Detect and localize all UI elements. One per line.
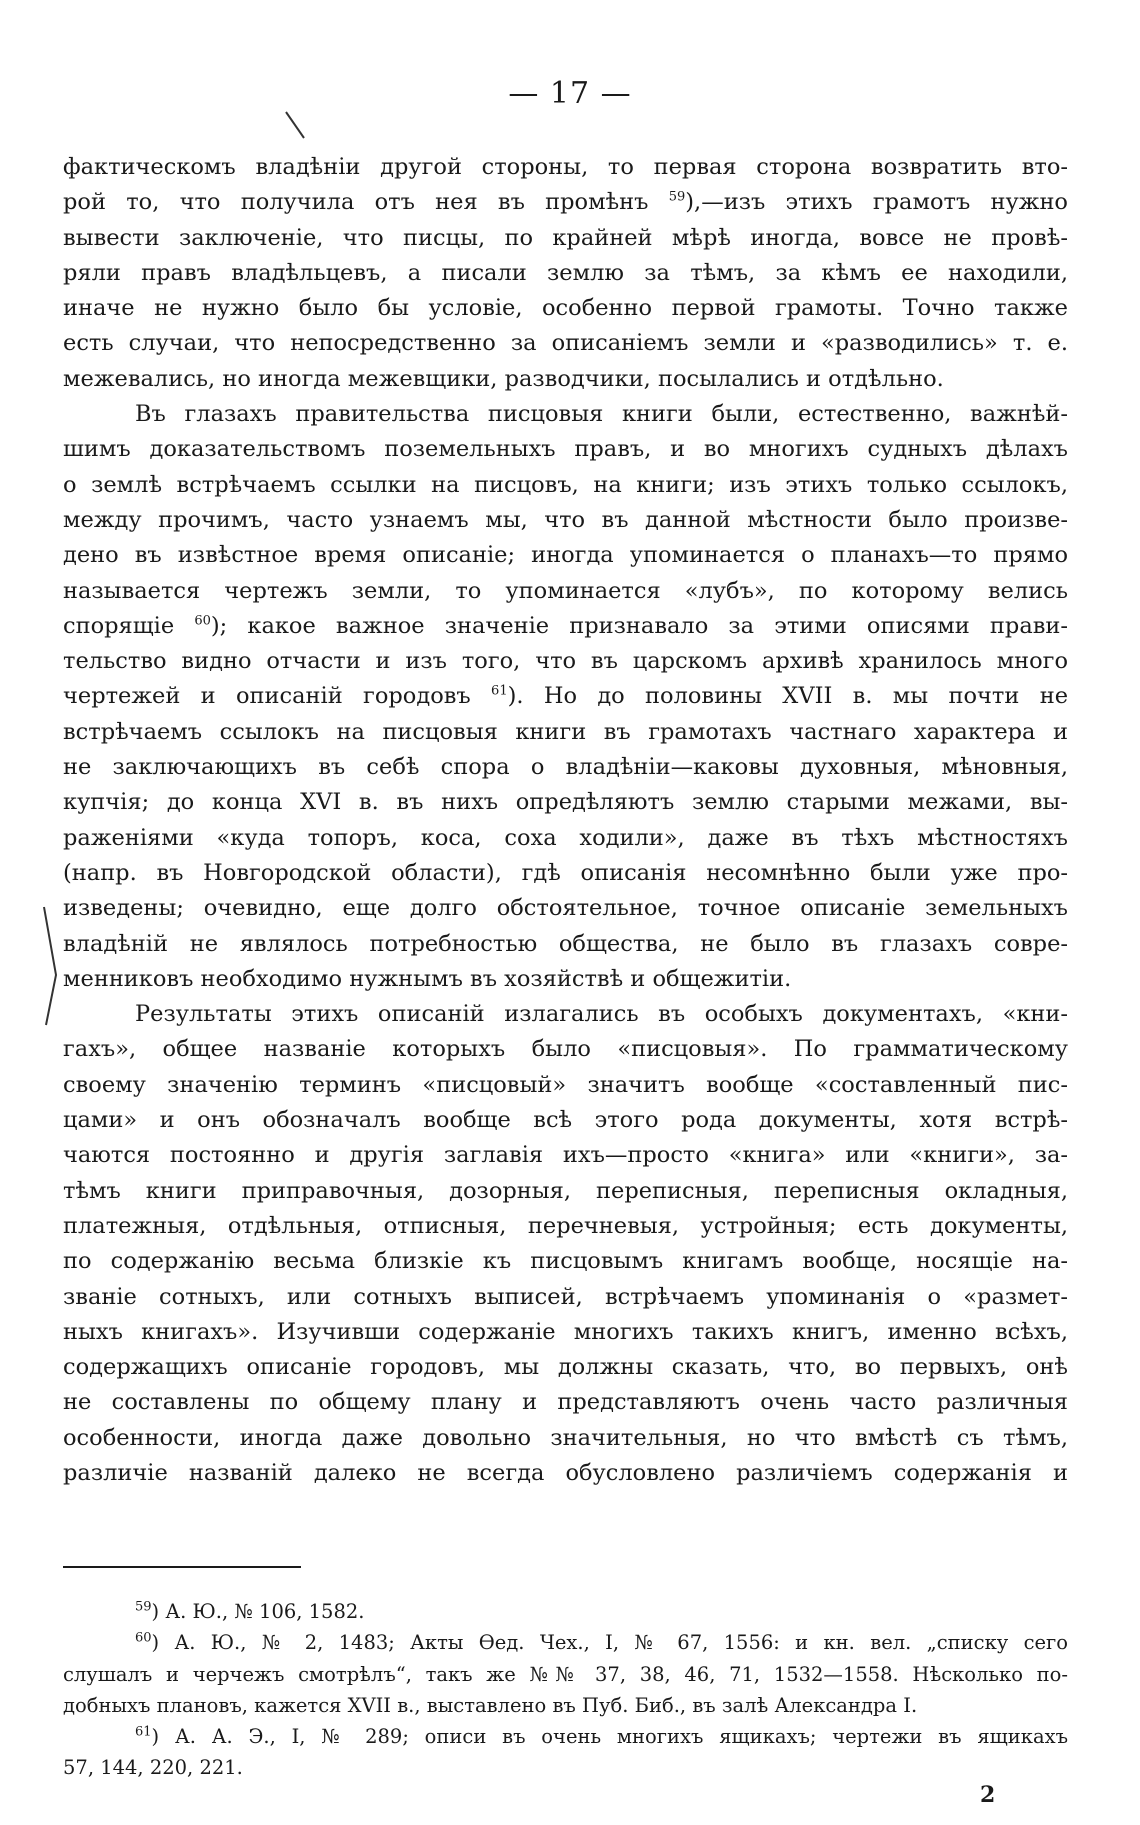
text-line: различіе названій далеко не всегда обусловлено различіемъ содержанія и: [63, 1459, 1068, 1486]
text-line: гахъ», общее названіе которыхъ было «писцовыя». По грамматическому: [63, 1036, 1068, 1063]
footnote-61: $^{61}$) А. А. Э., I, № 289; описи въ очень многихъ ящикахъ; чертежи въ ящикахъ: [135, 1724, 1068, 1749]
text-line: вывести заключеніе, что писцы, по крайней мѣрѣ иногда, вовсе не провѣ-: [63, 224, 1068, 251]
text-line: рой то, что получила отъ нея въ промѣнъ $^{59}$),—изъ этихъ грамотъ нужно: [63, 189, 1068, 216]
text-line: цами» и онъ обозначалъ вообще всѣ этого рода документы, хотя встрѣ-: [63, 1107, 1068, 1134]
footnote-59: $^{59}$) А. Ю., № 106, 1582.: [135, 1599, 365, 1623]
text-line: Въ глазахъ правительства писцовыя книги были, естественно, важнѣй-: [135, 401, 1068, 428]
text-line: чаются постоянно и другія заглавія ихъ—просто «книга» или «книги», за-: [63, 1142, 1068, 1169]
text-line: званіе сотныхъ, или сотныхъ выписей, встрѣчаемъ упоминанія о «размет-: [63, 1283, 1068, 1310]
text-line: называется чертежъ земли, то упоминается «лубъ», по которому велись: [63, 577, 1068, 604]
text-line: менниковъ необходимо нужнымъ въ хозяйствѣ и общежитіи.: [63, 965, 792, 992]
text-line: шимъ доказательствомъ поземельныхъ правъ, и во многихъ судныхъ дѣлахъ: [63, 436, 1068, 463]
text-line: своему значенію терминъ «писцовый» значитъ вообще «составленный пис-: [63, 1071, 1068, 1098]
page-number: — 17 —: [508, 76, 632, 111]
text-line: между прочимъ, часто узнаемъ мы, что въ данной мѣстности было произве-: [63, 506, 1068, 533]
text-line: чертежей и описаній городовъ $^{61}$). Но до половины XVII в. мы почти не: [63, 683, 1068, 710]
text-line: раженіями «куда топоръ, коса, соха ходили», даже въ тѣхъ мѣстностяхъ: [63, 824, 1068, 851]
text-line: фактическомъ владѣніи другой стороны, то первая сторона возвратить вто-: [63, 154, 1068, 180]
body-text: [63, 150, 1068, 1491]
text-line: по содержанію весьма близкіе къ писцовымъ книгамъ вообще, носящіе на-: [63, 1248, 1068, 1275]
text-line: есть случаи, что непосредственно за описаніемъ земли и «разводились» т. е.: [63, 330, 1068, 357]
text-line: о землѣ встрѣчаемъ ссылки на писцовъ, на книги; изъ этихъ только ссылокъ,: [63, 471, 1068, 498]
text-line: не составлены по общему плану и представляютъ очень часто различныя: [63, 1389, 1068, 1416]
footnote-61-cont: 57, 144, 220, 221.: [63, 1756, 243, 1780]
footnote-60-cont: добныхъ плановъ, кажется XVII в., выставлено въ Пуб. Биб., въ залѣ Александра I.: [63, 1693, 918, 1717]
signature-mark: 2: [980, 1782, 996, 1808]
pencil-mark-top: [282, 110, 312, 140]
footnote-60: $^{60}$) А. Ю., № 2, 1483; Акты Ѳед. Чех., I, № 67, 1556: и кн. вел. „списку сего: [135, 1630, 1068, 1655]
text-line: Результаты этихъ описаній излагались въ особыхъ документахъ, «кни-: [135, 1001, 1068, 1028]
footnote-60-cont: слушалъ и черчежъ смотрѣлъ“, такъ же №№ 37, 38, 46, 71, 1532—1558. Нѣсколько по-: [63, 1662, 1068, 1686]
text-line: встрѣчаемъ ссылокъ на писцовыя книги въ грамотахъ частнаго характера и: [63, 718, 1068, 745]
text-line: (напр. въ Новгородской области), гдѣ описанія несомнѣнно были уже про-: [63, 859, 1068, 886]
text-line: тѣмъ книги приправочныя, дозорныя, переписныя, переписныя окладныя,: [63, 1177, 1068, 1204]
text-line: тельство видно отчасти и изъ того, что въ царскомъ архивѣ хранилось много: [63, 648, 1068, 675]
text-line: ряли правъ владѣльцевъ, а писали землю за тѣмъ, за кѣмъ ее находили,: [63, 259, 1068, 286]
text-line: иначе не нужно было бы условіе, особенно первой грамоты. Точно также: [63, 295, 1068, 322]
text-line: содержащихъ описаніе городовъ, мы должны сказать, что, во первыхъ, онѣ: [63, 1354, 1068, 1381]
text-line: купчія; до конца XVI в. въ нихъ опредѣляютъ землю старыми межами, вы-: [63, 789, 1068, 816]
text-line: межевались, но иногда межевщики, разводчики, посылались и отдѣльно.: [63, 365, 944, 392]
text-line: владѣній не являлось потребностью общества, не было въ глазахъ совре-: [63, 930, 1068, 957]
text-line: особенности, иногда даже довольно значительныя, но что вмѣстѣ съ тѣмъ,: [63, 1424, 1068, 1451]
footnote-ref-61: 61: [491, 683, 508, 699]
text-line: спорящіе $^{60}$); какое важное значеніе признавало за этими описями прави-: [63, 612, 1068, 639]
footnote-ref-59: 59: [668, 189, 686, 205]
footnotes: [63, 1596, 1068, 1784]
text-line: дено въ извѣстное время описаніе; иногда упоминается о планахъ—то прямо: [63, 542, 1068, 569]
text-line: платежныя, отдѣльныя, отписныя, перечневыя, устройныя; есть документы,: [63, 1212, 1068, 1239]
text-line: изведены; очевидно, еще долго обстоятельное, точное описаніе земельныхъ: [63, 895, 1068, 922]
footnote-divider: [63, 1566, 301, 1568]
footnote-ref-60: 60: [194, 613, 211, 629]
text-line: ныхъ книгахъ». Изучивши содержаніе многихъ такихъ книгъ, именно всѣхъ,: [63, 1318, 1068, 1345]
text-line: не заключающихъ въ себѣ спора о владѣніи—каковы духовныя, мѣновныя,: [63, 754, 1068, 781]
